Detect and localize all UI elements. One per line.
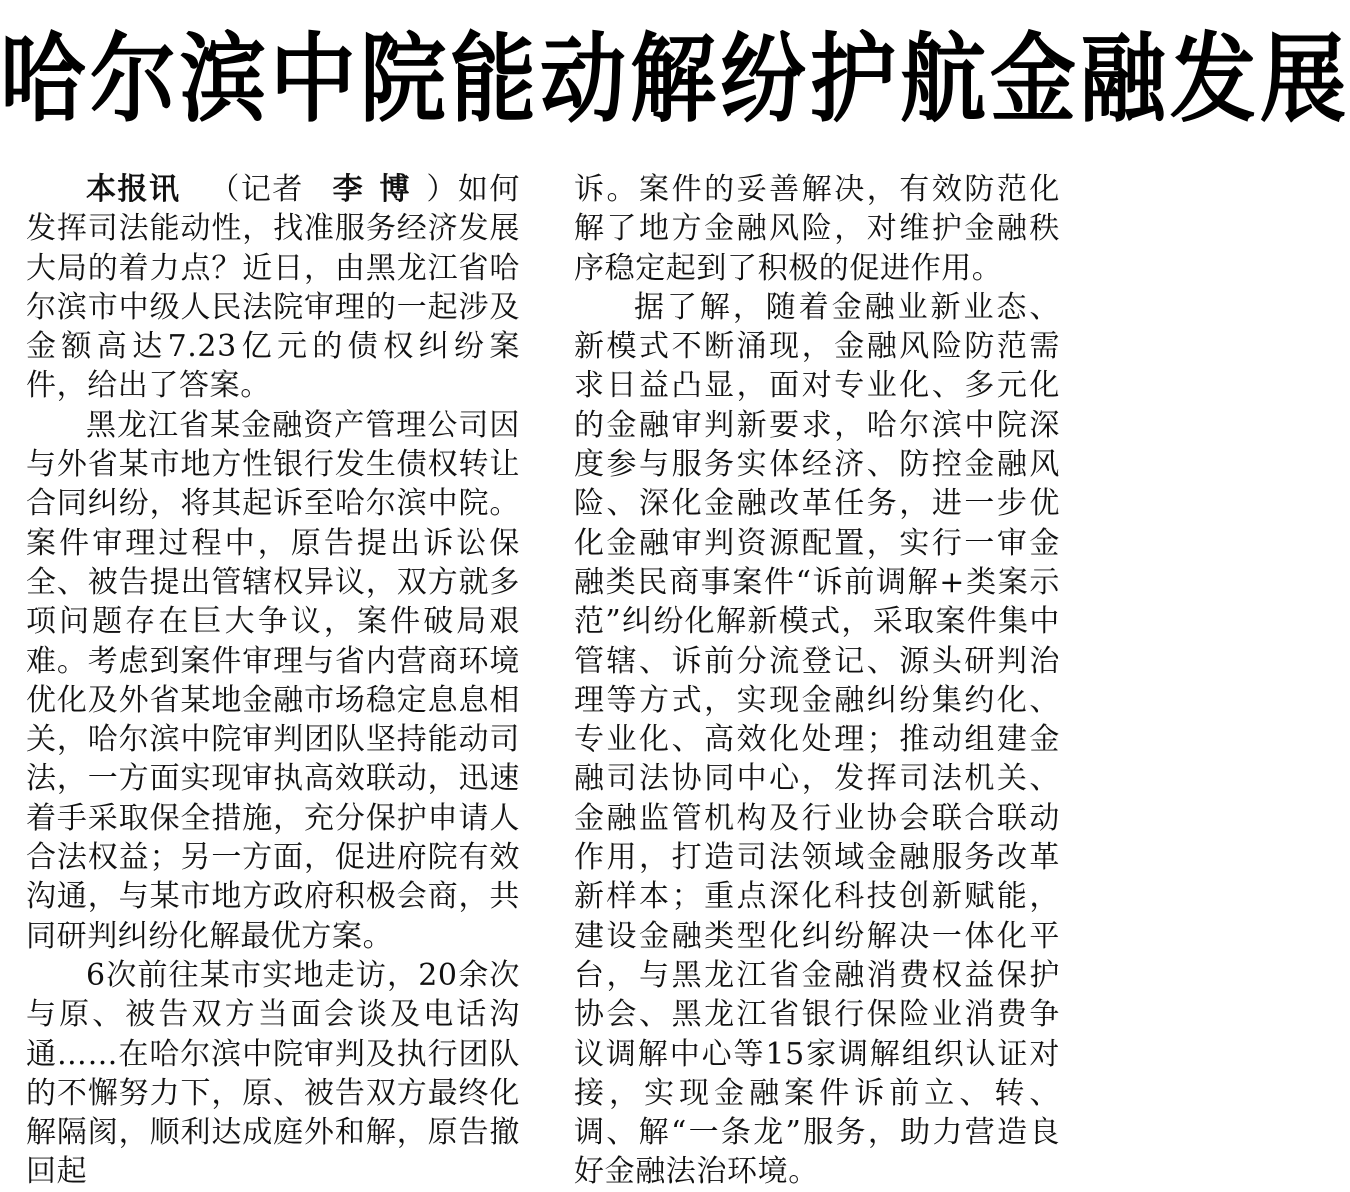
- article-paragraph-3: 6次前往某市实地走访，20余次与原、被告双方当面会谈及电话沟通……在哈尔滨中院审判及执行团队的不懈努力下，原、被告双方最终化解隔阂，顺利达成庭外和解，原告撤回起: [26, 957, 520, 1190]
- article-headline: 哈尔滨中院能动解纷护航金融发展: [0, 24, 1350, 137]
- article-column-left: [26, 170, 520, 1192]
- article-paragraph-lead: [26, 170, 520, 406]
- article-column-right: [574, 170, 1060, 1192]
- reporter-name: 李博: [331, 172, 427, 207]
- article-paragraph-1-text: 如何发挥司法能动性，找准服务经济发展大局的着力点？近日，由黑龙江省哈尔滨市中级人民法院审理的一起涉及金额高达7.23亿元的债权纠纷案件，给出了答案。: [26, 172, 520, 404]
- reporter-close: ）: [426, 172, 458, 207]
- article-paragraph-2: 黑龙江省某金融资产管理公司因与外省某市地方性银行发生债权转让合同纠纷，将其起诉至哈尔滨中院。案件审理过程中，原告提出诉讼保全、被告提出管辖权异议，双方就多项问题存在巨大争议，案件破局艰难。考虑到案件审理与省内营商环境优化及外省某地金融市场稳定息息相关，哈尔滨中院审判团队坚持能动司法，一方面实现审执高效联动，迅速着手采取保全措施，充分保护申请人合法权益；另一方面，促进府院有效沟通，与某市地方政府积极会商，共同研判纠纷化解最优方案。: [26, 407, 520, 954]
- reporter-label: （记者: [208, 172, 304, 207]
- article-paragraph-3-continued: 诉。案件的妥善解决，有效防范化解了地方金融风险，对维护金融秩序稳定起到了积极的促进作用。: [574, 172, 1060, 286]
- article-paragraph-4: 据了解，随着金融业新业态、新模式不断涌现，金融风险防范需求日益凸显，面对专业化、多元化的金融审判新要求，哈尔滨中院深度参与服务实体经济、防控金融风险、深化金融改革任务，进一步优化金融审判资源配置，实行一审金融类民商事案件“诉前调解+类案示范”纠纷化解新模式，采取案件集中管辖、诉前分流登记、源头研判治理等方式，实现金融纠纷集约化、专业化、高效化处理；推动组建金融司法协同中心，发挥司法机关、金融监管机构及行业协会联合联动作用，打造司法领域金融服务改革新样本；重点深化科技创新赋能，建设金融类型化纠纷解决一体化平台，与黑龙江省金融消费权益保护协会、黑龙江省银行保险业消费争议调解中心等15家调解组织认证对接，实现金融案件诉前立、转、调、解“一条龙”服务，助力营造良好金融法治环境。: [574, 289, 1060, 1190]
- dateline: 本报讯: [86, 172, 181, 207]
